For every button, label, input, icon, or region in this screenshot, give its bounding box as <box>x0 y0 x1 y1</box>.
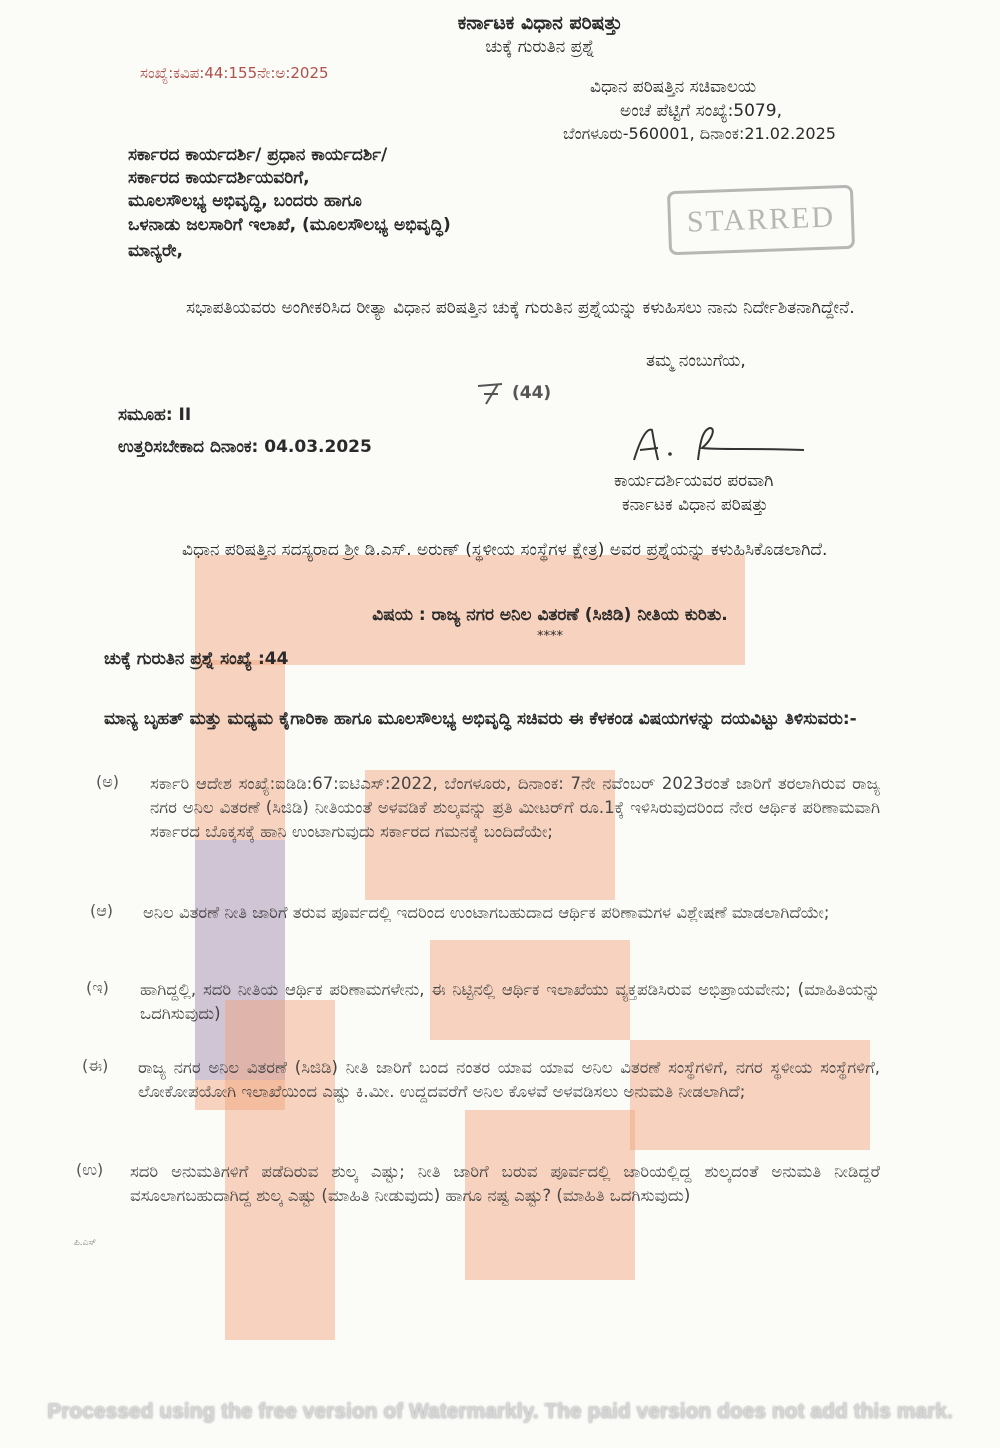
question-ii: ರಾಜ್ಯ ನಗರ ಅನಿಲ ವಿತರಣೆ (ಸಿಜಿಡಿ) ನೀತಿ ಜಾರಿಗೆ ಬಂದ ನಂತರ ಯಾವ ಯಾವ ಅನಿಲ ವಿತರಣೆ ಸಂಸ್ಥೆಗಳಿಗೆ, ನಗರ ಸ್ಥಳೀಯ ಸಂಸ್ಥೆಗಳಿಗೆ, ಲೋಕೋಪಯೋಗಿ ಇಲಾಖೆಯಿಂದ ಎಷ್ಟು ಕಿ.ಮೀ. ಉದ್ದದವರೆಗೆ ಅನಿಲ ಕೊಳವೆ ಅಳವಡಿಸಲು ಅನುಮತಿ ನೀಡಲಾಗಿದೆ; <box>138 1058 880 1101</box>
initial-scribble <box>476 378 508 408</box>
signatory-line-1: ಕಾರ್ಯದರ್ಶಿಯವರ ಪರವಾಗಿ <box>614 471 774 491</box>
watermark-footer: Processed using the free version of Watermarkly. The paid version does not add this mark. <box>47 1400 953 1423</box>
signatory-line-2: ಕರ್ನಾಟಕ ವಿಧಾನ ಪರಿಷತ್ತು <box>622 495 769 515</box>
office-line-3: ಬೆಂಗಳೂರು-560001, ದಿನಾಂಕ:21.02.2025 <box>563 124 836 143</box>
closing: ತಮ್ಮ ನಂಬುಗೆಯ, <box>646 351 746 371</box>
doc-type: ಚುಕ್ಕೆ ಗುರುತಿನ ಪ್ರಶ್ನೆ <box>485 37 595 57</box>
question-intro: ಮಾನ್ಯ ಬೃಹತ್ ಮತ್ತು ಮಧ್ಯಮ ಕೈಗಾರಿಕಾ ಹಾಗೂ ಮೂಲಸೌಲಭ್ಯ ಅಭಿವೃದ್ಧಿ ಸಚಿವರು ಈ ಕೆಳಕಂಡ ವಿಷಯಗಳನ್ನು ದಯವಿಟ್ಟು ತಿಳಿಸುವರು:- <box>104 709 857 729</box>
signature <box>628 424 808 468</box>
salutation: ಮಾನ್ಯರೇ, <box>128 241 183 261</box>
reference-number: ಸಂಖ್ಯೆ:ಕವಿಪ:44:155ನೇ:ಅ:2025 <box>140 64 329 82</box>
office-line-2: ಅಂಚೆ ಪೆಟ್ಟಿಗೆ ಸಂಖ್ಯೆ:5079, <box>620 101 782 121</box>
question-mark-ii: (ಈ) <box>82 1056 109 1075</box>
org-title: ಕರ್ನಾಟಕ ವಿಧಾನ ಪರಿಷತ್ತು <box>457 12 623 34</box>
starred-stamp: STARRED <box>667 185 855 255</box>
separator: **** <box>537 629 563 644</box>
office-line-1: ವಿಧಾನ ಪರಿಷತ್ತಿನ ಸಚಿವಾಲಯ <box>590 77 757 97</box>
group-label: ಸಮೂಹ: II <box>118 405 192 425</box>
watermark-block <box>195 840 285 1080</box>
page-mark: (44) <box>512 383 552 403</box>
addressee-line-1: ಸರ್ಕಾರದ ಕಾರ್ಯದರ್ಶಿ/ ಪ್ರಧಾನ ಕಾರ್ಯದರ್ಶಿ/ <box>128 145 388 165</box>
question-mark-aa: (ಆ) <box>90 901 114 920</box>
question-mark-i: (ಇ) <box>86 978 109 997</box>
body-text: ಸಭಾಪತಿಯವರು ಅಂಗೀಕರಿಸಿದ ರೀತ್ಯಾ ವಿಧಾನ ಪರಿಷತ್ತಿನ ಚುಕ್ಕೆ ಗುರುತಿನ ಪ್ರಶ್ನೆಯನ್ನು ಕಳುಹಿಸಲು ನಾನು ನಿರ್ದೇಶಿತನಾಗಿದ್ದೇನೆ. <box>186 298 855 318</box>
question-mark-u: (ಉ) <box>76 1160 104 1179</box>
answer-date: ಉತ್ತರಿಸಬೇಕಾದ ದಿನಾಂಕ: 04.03.2025 <box>118 437 372 457</box>
question-number: ಚುಕ್ಕೆ ಗುರುತಿನ ಪ್ರಶ್ನೆ ಸಂಖ್ಯೆ :44 <box>104 649 289 669</box>
member-line: ವಿಧಾನ ಪರಿಷತ್ತಿನ ಸದಸ್ಯರಾದ ಶ್ರೀ ಡಿ.ಎಸ್. ಅರುಣ್ (ಸ್ಥಳೀಯ ಸಂಸ್ಥೆಗಳ ಕ್ಷೇತ್ರ) ಅವರ ಪ್ರಶ್ನೆಯನ್ನು ಕಳುಹಿಸಿಕೊಡಲಾಗಿದೆ. <box>182 540 828 560</box>
addressee-line-3: ಮೂಲಸೌಲಭ್ಯ ಅಭಿವೃದ್ಧಿ, ಬಂದರು ಹಾಗೂ <box>128 191 362 211</box>
addressee-line-2: ಸರ್ಕಾರದ ಕಾರ್ಯದರ್ಶಿಯವರಿಗೆ, <box>128 168 310 188</box>
question-a: ಸರ್ಕಾರಿ ಆದೇಶ ಸಂಖ್ಯೆ:ಐಡಿಡಿ:67:ಐಟಿಎಸ್:2022, ಬೆಂಗಳೂರು, ದಿನಾಂಕ: 7ನೇ ನವೆಂಬರ್ 2023ರಂತೆ ಜಾರಿಗೆ ತರಲಾಗಿರುವ ರಾಜ್ಯ ನಗರ ಅನಿಲ ವಿತರಣೆ (ಸಿಜಿಡಿ) ನೀತಿಯಂತೆ ಅಳವಡಿಕೆ ಶುಲ್ಕವನ್ನು ಪ್ರತಿ ಮೀಟರ್‌ಗೆ ರೂ.1ಕ್ಕೆ ಇಳಿಸಿರುವುದರಿಂದ ನೇರ ಆರ್ಥಿಕ ಪರಿಣಾಮವಾಗಿ ಸರ್ಕಾರದ ಬೊಕ್ಕಸಕ್ಕೆ ಹಾನಿ ಉಂಟಾಗುವುದು ಸರ್ಕಾರದ ಗಮನಕ್ಕೆ ಬಂದಿದೆಯೇ; <box>150 774 880 841</box>
question-u: ಸದರಿ ಅನುಮತಿಗಳಿಗೆ ಪಡೆದಿರುವ ಶುಲ್ಕ ಎಷ್ಟು; ನೀತಿ ಜಾರಿಗೆ ಬರುವ ಪೂರ್ವದಲ್ಲಿ ಜಾರಿಯಲ್ಲಿದ್ದ ಶುಲ್ಕದಂತೆ ಅನುಮತಿ ನೀಡಿದ್ದರೆ ವಸೂಲಾಗಬಹುದಾಗಿದ್ದ ಶುಲ್ಕ ಎಷ್ಟು (ಮಾಹಿತಿ ನೀಡುವುದು) ಹಾಗೂ ನಷ್ಟ ಎಷ್ಟು? (ಮಾಹಿತಿ ಒದಗಿಸುವುದು) <box>130 1162 880 1205</box>
initials: ಪಿ.ಎಸ್ <box>74 1238 97 1248</box>
question-i: ಹಾಗಿದ್ದಲ್ಲಿ, ಸದರಿ ನೀತಿಯ ಆರ್ಥಿಕ ಪರಿಣಾಮಗಳೇನು, ಈ ನಿಟ್ಟಿನಲ್ಲಿ ಆರ್ಥಿಕ ಇಲಾಖೆಯು ವ್ಯಕ್ತಪಡಿಸಿರುವ ಅಭಿಪ್ರಾಯವೇನು; (ಮಾಹಿತಿಯನ್ನು ಒದಗಿಸುವುದು) <box>140 980 880 1023</box>
question-mark-a: (ಅ) <box>96 772 120 791</box>
subject: ವಿಷಯ : ರಾಜ್ಯ ನಗರ ಅನಿಲ ವಿತರಣೆ (ಸಿಜಿಡಿ) ನೀತಿಯ ಕುರಿತು. <box>372 605 728 625</box>
addressee-line-4: ಒಳನಾಡು ಜಲಸಾರಿಗೆ ಇಲಾಖೆ, (ಮೂಲಸೌಲಭ್ಯ ಅಭಿವೃದ್ಧಿ) <box>128 215 451 235</box>
question-aa: ಅನಿಲ ವಿತರಣೆ ನೀತಿ ಜಾರಿಗೆ ತರುವ ಪೂರ್ವದಲ್ಲಿ ಇದರಿಂದ ಉಂಟಾಗಬಹುದಾದ ಆರ್ಥಿಕ ಪರಿಣಾಮಗಳ ವಿಶ್ಲೇಷಣೆ ಮಾಡಲಾಗಿದೆಯೇ; <box>143 903 830 922</box>
